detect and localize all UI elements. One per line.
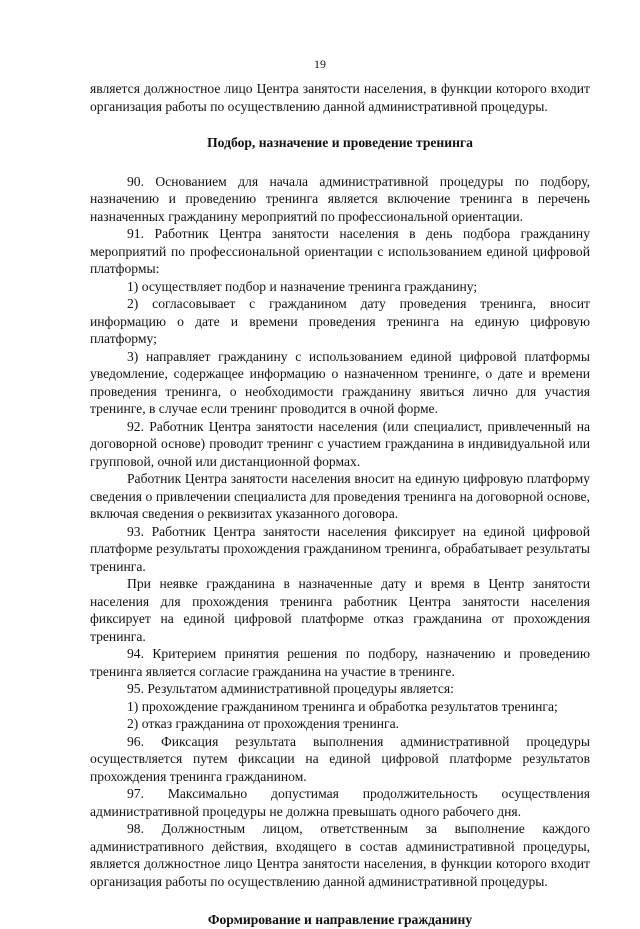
page-number: 19 <box>314 57 326 71</box>
paragraph: 93. Работник Центра занятости населения фиксирует на единой цифровой платформе результаты прохождения гражданином тренинга, обрабатывает результаты тренинга. <box>90 523 590 574</box>
paragraph: 94. Критерием принятия решения по подбору, назначению и проведению тренинга является согласие гражданина на участие в тренинге. <box>90 646 590 679</box>
paragraph: Работник Центра занятости населения вносит на единую цифровую платформу сведения о привлечении специалиста для проведения тренинга на договорной основе, включая сведения о реквизитах указанного договора. <box>90 471 590 521</box>
section-heading: Подбор, назначение и проведение тренинга <box>207 135 473 150</box>
paragraph: 98. Должностным лицом, ответственным за выполнение каждого административного действия, входящего в состав административной процедуры, является должностное лицо Центра занятости населения, в функции которого входит организация работы по осуществлению данной административной процедуры. <box>90 821 590 889</box>
page-content <box>90 80 590 929</box>
paragraph: 97. Максимально допустимая продолжительность осуществления административной процедуры не должна превышать одного рабочего дня. <box>90 786 590 819</box>
list-item: 2) отказ гражданина от прохождения тренинга. <box>127 716 400 731</box>
list-item: 1) прохождение гражданином тренинга и обработка результатов тренинга; <box>127 698 558 714</box>
paragraph: 91. Работник Центра занятости населения в день подбора гражданину мероприятий по профессиональной ориентации с использованием единой цифровой платформы: <box>90 226 590 276</box>
paragraph: При неявке гражданина в назначенные дату и время в Центр занятости населения для прохождения тренинга работник Центра занятости населения фиксирует на единой цифровой платформе отказ гражданина от прохождения тренинга. <box>90 576 590 644</box>
paragraph: 95. Результатом административной процедуры является: <box>127 681 454 696</box>
paragraph: 96. Фиксация результата выполнения административной процедуры осуществляется путем фиксации на единой цифровой платформе результатов прохождения тренинга гражданином. <box>90 733 590 784</box>
section-heading: Формирование и направление гражданину <box>207 912 473 927</box>
list-item: 2) согласовывает с гражданином дату проведения тренинга, вносит информацию о дате и времени проведения тренинга на единую цифровую платформу; <box>90 296 590 346</box>
list-item: 1) осуществляет подбор и назначение тренинга гражданину; <box>127 278 478 294</box>
paragraph: 90. Основанием для начала административной процедуры по подбору, назначению и проведению тренинга является включение тренинга в перечень назначенных гражданину мероприятий по профессиональной ориентации. <box>90 173 590 224</box>
paragraph-continued: является должностное лицо Центра занятости населения, в функции которого входит организация работы по осуществлению данной административной процедуры. <box>90 81 590 114</box>
list-item: 3) направляет гражданину с использованием единой цифровой платформы уведомление, содержащее информацию о назначенном тренинге, о дате и времени проведения тренинга, о необходимости гражданину явиться лично для участия тренинге, в случае если тренинг проводится в очной форме. <box>90 348 590 416</box>
paragraph: 92. Работник Центра занятости населения (или специалист, привлеченный на договорной основе) проводит тренинг с участием гражданина в индивидуальной или групповой, очной или дистанционной формах. <box>90 418 590 469</box>
